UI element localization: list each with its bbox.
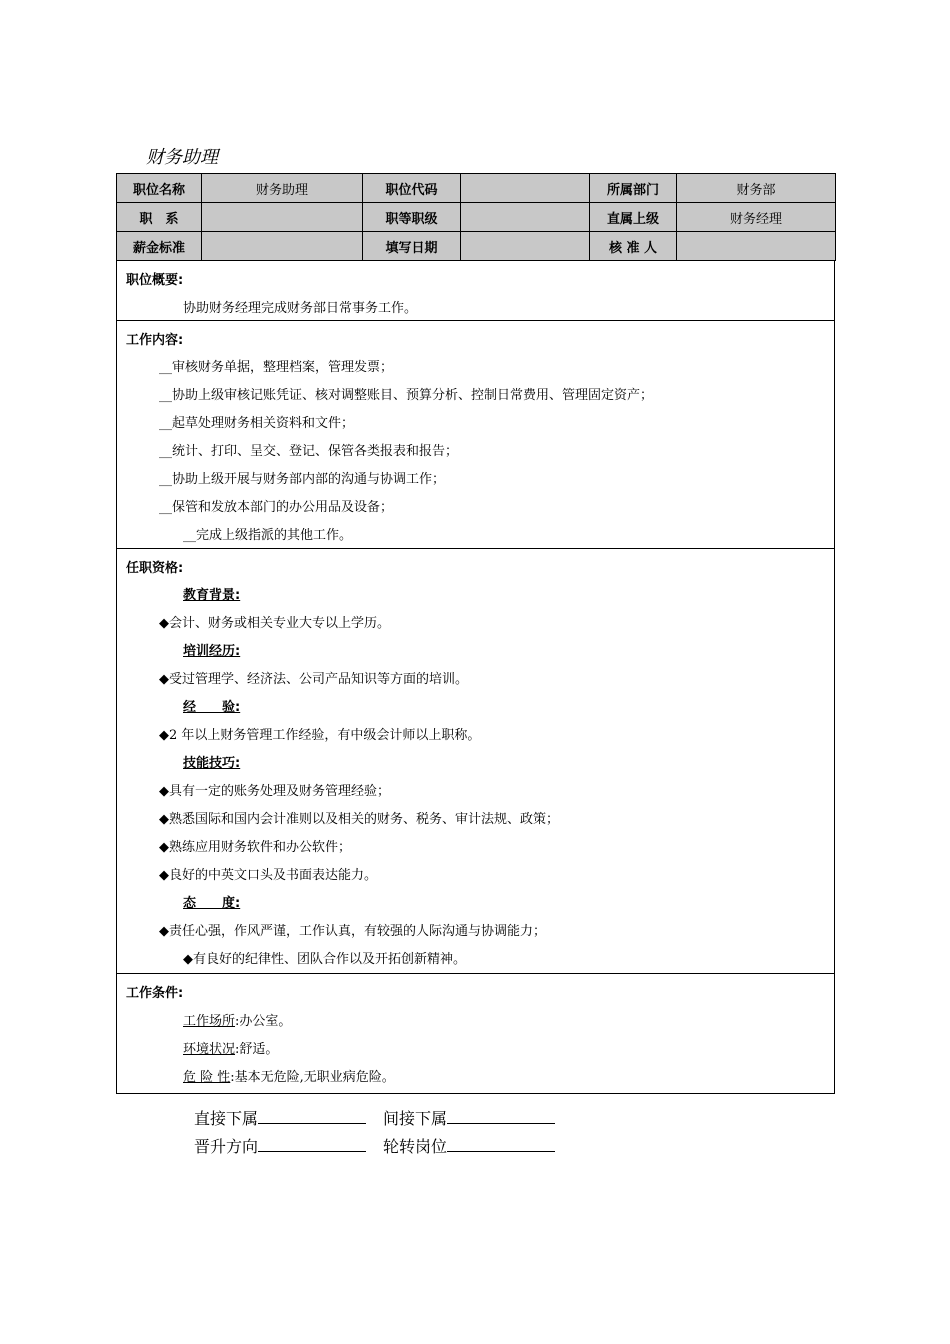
rotation-label: 轮转岗位	[383, 1137, 448, 1156]
direct-subordinate-blank	[258, 1109, 366, 1124]
direct-subordinate-field	[194, 1106, 366, 1129]
position-info-table	[116, 173, 836, 261]
label-position-code: 职位代码	[363, 174, 461, 203]
value-department: 财务部	[677, 174, 836, 203]
rotation-field	[383, 1134, 555, 1157]
experience-text: ◆2 年以上财务管理工作经验，有中级会计师以上职称。	[159, 728, 481, 743]
skills-item: ◆熟悉国际和国内会计准则以及相关的财务、税务、审计法规、政策；	[159, 812, 559, 827]
skills-heading: 技能技巧:	[183, 756, 241, 771]
skills-item: ◆良好的中英文口头及书面表达能力。	[159, 868, 377, 883]
environment-value: :舒适。	[235, 1042, 279, 1057]
indirect-subordinate-field	[383, 1106, 555, 1129]
skills-item: ◆熟练应用财务软件和办公软件；	[159, 840, 351, 855]
environment-label: 环境状况	[183, 1042, 236, 1057]
overview-title: 职位概要:	[126, 273, 184, 288]
label-department: 所属部门	[590, 174, 677, 203]
work-item: __协助上级开展与财务部内部的沟通与协调工作；	[159, 472, 446, 487]
label-approver: 核 准 人	[590, 232, 677, 261]
promotion-blank	[258, 1137, 366, 1152]
work-item: __审核财务单据，整理档案，管理发票；	[159, 360, 394, 375]
qualifications-section	[116, 548, 835, 974]
value-direct-supervisor: 财务经理	[677, 203, 836, 232]
conditions-section	[116, 973, 835, 1094]
promotion-field	[194, 1134, 366, 1157]
workplace-label: 工作场所	[183, 1014, 236, 1029]
label-position-name: 职位名称	[117, 174, 202, 203]
risk-label: 危 险 性	[183, 1070, 231, 1085]
environment-line	[183, 1038, 278, 1057]
indirect-subordinate-label: 间接下属	[383, 1109, 448, 1128]
work-item: __统计、打印、呈交、登记、保管各类报表和报告；	[159, 444, 459, 459]
work-section	[116, 320, 835, 549]
work-item: __协助上级审核记账凭证、核对调整账目、预算分析、控制日常费用、管理固定资产；	[159, 388, 654, 403]
value-fill-date	[461, 232, 590, 261]
training-text: ◆受过管理学、经济法、公司产品知识等方面的培训。	[159, 672, 468, 687]
label-fill-date: 填写日期	[363, 232, 461, 261]
value-job-family	[202, 203, 363, 232]
workplace-value: :办公室。	[235, 1014, 292, 1029]
work-title: 工作内容:	[126, 333, 184, 348]
education-text: ◆会计、财务或相关专业大专以上学历。	[159, 616, 390, 631]
attitude-heading: 态 度:	[183, 896, 241, 911]
workplace-line	[183, 1010, 291, 1029]
qualifications-title: 任职资格:	[126, 561, 184, 576]
info-row-3	[117, 232, 836, 261]
value-approver	[677, 232, 836, 261]
value-position-name: 财务助理	[202, 174, 363, 203]
value-salary-standard	[202, 232, 363, 261]
promotion-label: 晋升方向	[194, 1137, 259, 1156]
value-position-code	[461, 174, 590, 203]
info-row-1	[117, 174, 836, 203]
training-heading: 培训经历:	[183, 644, 241, 659]
education-heading: 教育背景:	[183, 588, 241, 603]
rotation-blank	[447, 1137, 555, 1152]
overview-section	[116, 260, 835, 321]
work-item: __完成上级指派的其他工作。	[183, 528, 353, 543]
indirect-subordinate-blank	[447, 1109, 555, 1124]
label-grade-level: 职等职级	[363, 203, 461, 232]
experience-heading: 经 验:	[183, 700, 241, 715]
direct-subordinate-label: 直接下属	[194, 1109, 259, 1128]
risk-value: :基本无危险,无职业病危险。	[230, 1070, 395, 1085]
work-item: __起草处理财务相关资料和文件；	[159, 416, 355, 431]
value-grade-level	[461, 203, 590, 232]
conditions-title: 工作条件:	[126, 986, 184, 1001]
label-salary-standard: 薪金标准	[117, 232, 202, 261]
work-item: __保管和发放本部门的办公用品及设备；	[159, 500, 394, 515]
overview-text: 协助财务经理完成财务部日常事务工作。	[183, 301, 418, 316]
attitude-item: ◆有良好的纪律性、团队合作以及开拓创新精神。	[183, 952, 466, 967]
label-job-family: 职 系	[117, 203, 202, 232]
document-title: 财务助理	[146, 147, 218, 168]
label-direct-supervisor: 直属上级	[590, 203, 677, 232]
info-row-2	[117, 203, 836, 232]
attitude-item: ◆责任心强，作风严谨，工作认真，有较强的人际沟通与协调能力；	[159, 924, 546, 939]
skills-item: ◆具有一定的账务处理及财务管理经验；	[159, 784, 390, 799]
risk-line	[183, 1066, 395, 1085]
